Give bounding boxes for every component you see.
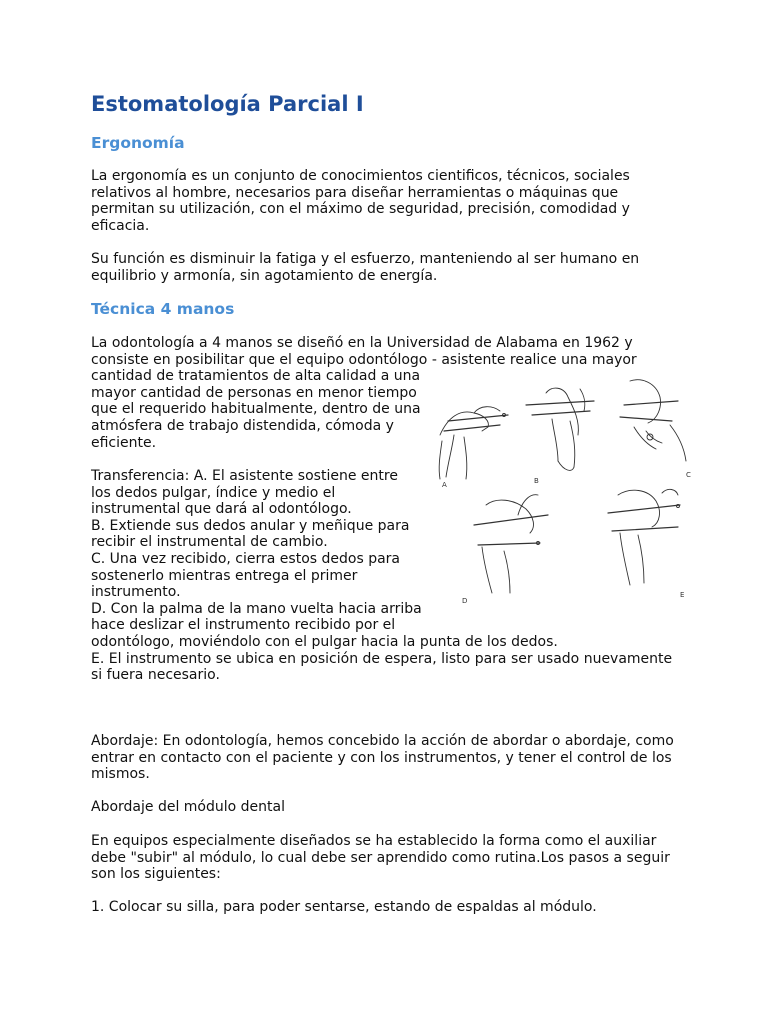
text-line: son los siguientes:	[91, 866, 221, 883]
figure-label-e: E	[680, 591, 685, 599]
figure-label-c: C	[686, 471, 691, 479]
text-line: 1. Colocar su silla, para poder sentarse, estando de espaldas al módulo.	[91, 899, 597, 915]
text-line: eficiente.	[91, 434, 157, 451]
text-line: Transferencia: A. El asistente sostiene entre	[91, 468, 398, 484]
text-line: equilibrio y armonía, sin agotamiento de energía.	[91, 267, 438, 284]
paragraph-ergonomia-function	[91, 251, 639, 284]
text-line: C. Una vez recibido, cierra estos dedos para	[91, 550, 400, 567]
paragraph-ergonomia-definition	[91, 168, 630, 234]
text-line: sostenerlo mientras entrega el primer	[91, 567, 358, 584]
text-line: eficacia.	[91, 217, 150, 234]
hand-sketch-d	[474, 495, 548, 593]
text-line: Su función es disminuir la fatiga y el esfuerzo, manteniendo al ser humano en	[91, 251, 640, 267]
text-line: cantidad de tratamientos de alta calidad a una	[91, 368, 421, 385]
text-line: instrumento.	[91, 584, 181, 601]
hand-sketch-b	[526, 388, 594, 470]
text-line: recibir el instrumental de cambio.	[91, 534, 328, 551]
figure-label-a: A	[442, 481, 447, 489]
text-line: B. Extiende sus dedos anular y meñique para	[91, 517, 410, 534]
text-line: debe "subir" al módulo, lo cual debe ser aprendido como rutina.Los pasos a seguir	[91, 849, 670, 866]
four-hands-transfer-illustration	[434, 375, 704, 610]
figure-label-b: B	[534, 477, 539, 485]
heading-ergonomia: Ergonomía	[91, 134, 185, 152]
text-line: En equipos especialmente diseñados se ha establecido la forma como el auxiliar	[91, 833, 657, 849]
paragraph-paso-1	[91, 899, 597, 916]
hand-sketch-a	[439, 407, 508, 479]
text-line: entrar en contacto con el paciente y con los instrumentos, y tener el control de los	[91, 749, 672, 766]
text-line: odontólogo, moviéndolo con el pulgar hacia la punta de los dedos.	[91, 633, 558, 650]
text-line: hace deslizar el instrumento recibido por el	[91, 617, 396, 634]
page-title: Estomatología Parcial I	[91, 92, 364, 116]
text-line: permitan su utilización, con el máximo de seguridad, precisión, comodidad y	[91, 201, 630, 218]
text-line: relativos al hombre, necesarios para diseñar herramientas o máquinas que	[91, 184, 619, 201]
text-line: consiste en posibilitar que el equipo odontólogo - asistente realice una mayor	[91, 351, 637, 368]
text-line: Abordaje del módulo dental	[91, 799, 285, 815]
text-line: instrumental que dará al odontólogo.	[91, 501, 352, 518]
hand-sketch-c	[620, 380, 686, 461]
text-line: D. Con la palma de la mano vuelta hacia arriba	[91, 600, 422, 617]
paragraph-equipos	[91, 833, 670, 883]
paragraph-abordaje-definition	[91, 733, 674, 783]
text-line: atmósfera de trabajo distendida, cómoda y	[91, 417, 394, 434]
text-line: La odontología a 4 manos se diseñó en la Universidad de Alabama en 1962 y	[91, 335, 633, 351]
text-line: mismos.	[91, 766, 150, 783]
text-line: los dedos pulgar, índice y medio el	[91, 484, 336, 501]
paragraph-abordaje-modulo	[91, 799, 285, 816]
hand-sketch-e	[608, 489, 680, 585]
text-line: La ergonomía es un conjunto de conocimientos cientificos, técnicos, sociales	[91, 168, 630, 184]
text-line: mayor cantidad de personas en menor tiempo	[91, 384, 417, 401]
text-line: que el requerido habitualmente, dentro de una	[91, 401, 421, 418]
text-line: si fuera necesario.	[91, 667, 220, 684]
heading-tecnica-4-manos: Técnica 4 manos	[91, 300, 235, 318]
text-line: Abordaje: En odontología, hemos concebido la acción de abordar o abordaje, como	[91, 733, 674, 749]
figure-label-d: D	[462, 597, 468, 605]
text-line: E. El instrumento se ubica en posición de espera, listo para ser usado nuevamente	[91, 650, 673, 667]
